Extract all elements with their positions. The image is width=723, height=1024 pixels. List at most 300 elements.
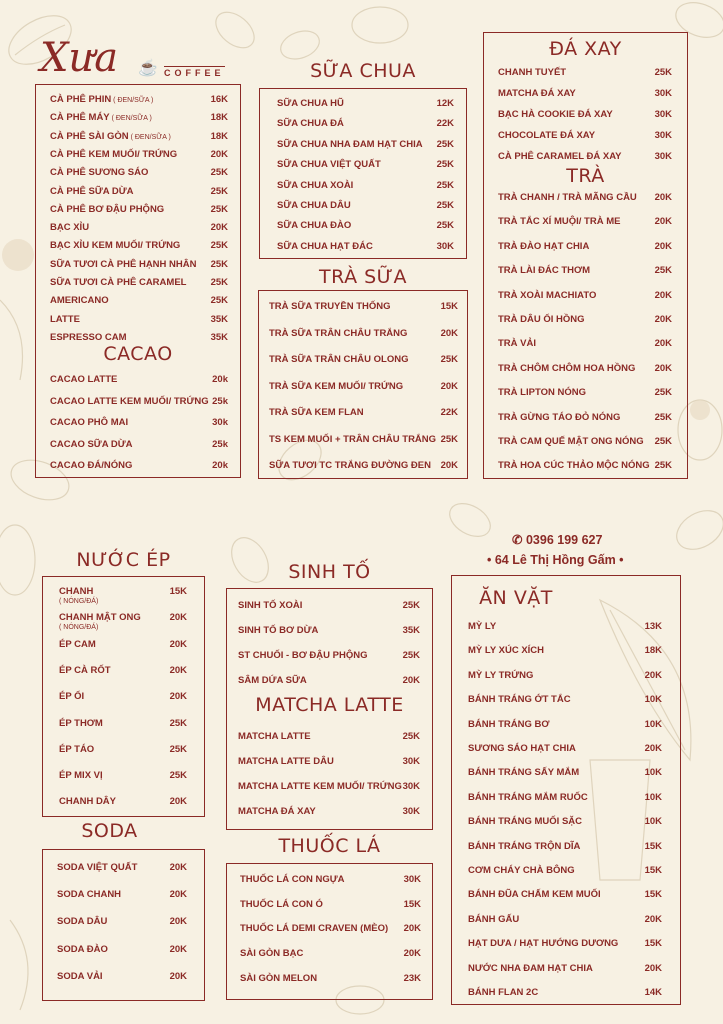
item-name bbox=[269, 434, 436, 445]
item-name bbox=[468, 889, 601, 900]
item-name-text: SODA CHANH bbox=[57, 889, 122, 901]
item-name-text: SỮA CHUA HẠT ĐÁC bbox=[277, 240, 373, 252]
tra-sua-menu-item bbox=[269, 354, 458, 368]
item-price: 30k bbox=[212, 417, 228, 428]
item-price: 25K bbox=[210, 203, 228, 215]
item-price: 15K bbox=[644, 840, 662, 852]
item-price: 10K bbox=[644, 816, 662, 828]
item-price: 25K bbox=[210, 167, 228, 179]
da-xay-menu-item bbox=[498, 130, 672, 144]
item-price: 30K bbox=[654, 109, 672, 121]
contact-address: • 64 Lê Thị Hồng Gấm • bbox=[487, 553, 624, 567]
item-price: 20K bbox=[644, 962, 662, 974]
item-name bbox=[238, 650, 368, 661]
item-name bbox=[468, 963, 593, 974]
item-name bbox=[468, 914, 519, 925]
section-title-an-vat: ĂN VẶT bbox=[479, 587, 553, 609]
item-name bbox=[50, 167, 148, 178]
item-name-text: MATCHA LATTE bbox=[238, 731, 311, 742]
item-name-text: MỲ LY XÚC XÍCH bbox=[468, 645, 545, 657]
tra-menu-item bbox=[498, 412, 672, 426]
item-name bbox=[50, 277, 186, 288]
item-name bbox=[468, 621, 496, 632]
item-name-text: CƠM CHÁY CHÀ BÔNG bbox=[468, 865, 575, 876]
item-price: 15K bbox=[440, 301, 458, 312]
item-name bbox=[269, 460, 431, 471]
coffee-menu-item bbox=[50, 94, 228, 108]
item-name-text: TRÀ SỮA KEM FLAN bbox=[269, 407, 364, 418]
item-name-text: SODA ĐÀO bbox=[57, 943, 108, 955]
item-name bbox=[59, 639, 96, 650]
item-name-text: TRÀ CAM QUẾ MẬT ONG NÓNG bbox=[498, 436, 644, 447]
contact-phone bbox=[512, 532, 602, 547]
item-name-text: BẠC XỈU KEM MUỐI/ TRỨNG bbox=[50, 240, 181, 252]
item-name bbox=[50, 417, 128, 428]
item-price: 30K bbox=[402, 781, 420, 792]
thuoc-la-menu-item bbox=[240, 874, 421, 888]
item-price: 30K bbox=[654, 151, 672, 163]
an-vat-menu-item bbox=[468, 963, 662, 977]
item-name-text: TRÀ SỮA TRUYỀN THỐNG bbox=[269, 301, 391, 312]
item-name-text: ÉP ỔI bbox=[59, 691, 85, 703]
tra-sua-menu-item bbox=[269, 434, 458, 448]
phone-icon: ✆ bbox=[512, 533, 523, 547]
item-name-text: BÁNH TRÁNG MUỐI SẶC bbox=[468, 816, 582, 828]
coffee-menu-item bbox=[50, 112, 228, 126]
tra-sua-menu-item bbox=[269, 328, 458, 342]
item-name-text: SODA VẢI bbox=[57, 970, 103, 982]
da-xay-menu-item bbox=[498, 67, 672, 81]
item-name-text: SINH TỐ BƠ DỪA bbox=[238, 625, 319, 636]
item-price: 25K bbox=[210, 240, 228, 252]
thuoc-la-menu-item bbox=[240, 899, 421, 913]
item-name bbox=[498, 412, 620, 423]
item-price: 25k bbox=[212, 395, 228, 407]
an-vat-menu-item bbox=[468, 670, 662, 684]
tra-sua-menu-item bbox=[269, 381, 458, 395]
item-price: 20K bbox=[644, 913, 662, 925]
phone-number: 0396 199 627 bbox=[525, 533, 603, 547]
item-price: 25K bbox=[210, 185, 228, 197]
item-name bbox=[238, 781, 402, 792]
thuoc-la-menu-item bbox=[240, 948, 421, 962]
item-name bbox=[498, 338, 536, 349]
item-name-text: SỮA CHUA NHA ĐAM HẠT CHIA bbox=[277, 138, 423, 150]
item-name bbox=[50, 222, 89, 233]
item-name bbox=[59, 586, 98, 605]
item-name bbox=[50, 240, 180, 251]
sua-chua-menu-item bbox=[277, 200, 454, 214]
matcha-menu-item bbox=[238, 731, 420, 745]
item-price: 20K bbox=[210, 148, 228, 160]
sua-chua-menu-item bbox=[277, 118, 454, 132]
section-title-cacao: CACAO bbox=[103, 343, 173, 365]
sinh-to-menu-item bbox=[238, 650, 420, 664]
item-name-text: CHOCOLATE ĐÁ XAY bbox=[498, 130, 596, 142]
item-name-text: SƯƠNG SÁO HẠT CHIA bbox=[468, 743, 576, 754]
item-price: 10K bbox=[644, 767, 662, 779]
item-price: 20K bbox=[403, 923, 421, 935]
section-title-thuoc-la: THUỐC LÁ bbox=[278, 835, 381, 857]
item-name-text: CÀ PHÊ BƠ ĐẬU PHỘNG bbox=[50, 203, 165, 215]
tra-sua-menu-item bbox=[269, 460, 458, 474]
sua-chua-menu-item bbox=[277, 98, 454, 112]
item-name-text: SINH TỐ XOÀI bbox=[238, 600, 303, 611]
item-name bbox=[50, 439, 132, 450]
item-name-text: HẠT DƯA / HẠT HƯỚNG DƯƠNG bbox=[468, 938, 619, 950]
item-price: 15K bbox=[644, 889, 662, 901]
item-name bbox=[498, 192, 637, 203]
item-price: 22K bbox=[436, 118, 454, 130]
item-name-text: ÉP CÀ RỐT bbox=[59, 664, 111, 676]
coffee-menu-item bbox=[50, 240, 228, 254]
item-name bbox=[468, 670, 533, 681]
item-name bbox=[468, 841, 580, 852]
soda-menu-item bbox=[57, 971, 187, 985]
cacao-menu-item bbox=[50, 374, 228, 388]
item-name bbox=[468, 987, 538, 998]
item-name-text: TRÀ XOÀI MACHIATO bbox=[498, 289, 597, 301]
item-name bbox=[238, 806, 316, 817]
item-price: 25K bbox=[436, 220, 454, 232]
item-name-text: CACAO LATTE bbox=[50, 374, 118, 385]
cacao-menu-item bbox=[50, 396, 228, 410]
item-name-text: TRÀ GỪNG TÁO ĐỎ NÓNG bbox=[498, 411, 621, 423]
item-name-text: MỲ LY bbox=[468, 621, 497, 632]
coffee-menu-item bbox=[50, 277, 228, 291]
item-name-text: BÁNH TRÁNG MẮM RUỐC bbox=[468, 791, 588, 803]
item-name-text: SỮA CHUA DÂU bbox=[277, 200, 351, 211]
item-name bbox=[50, 374, 117, 385]
item-name-text: SODA DÂU bbox=[57, 916, 108, 928]
coffee-cup-icon: ☕ bbox=[138, 60, 158, 77]
brand-logo bbox=[40, 36, 240, 82]
item-price: 25K bbox=[654, 67, 672, 78]
item-name-text: MATCHA LATTE DÂU bbox=[238, 756, 334, 767]
tra-sua-menu-item bbox=[269, 301, 458, 315]
an-vat-menu-item bbox=[468, 792, 662, 806]
item-name-text: SODA VIỆT QUẤT bbox=[57, 862, 138, 873]
item-price: 20K bbox=[654, 362, 672, 374]
nuoc-ep-menu-item bbox=[59, 612, 187, 632]
item-price: 20K bbox=[654, 216, 672, 228]
item-name bbox=[468, 792, 588, 803]
soda-menu-item bbox=[57, 944, 187, 958]
matcha-menu-item bbox=[238, 756, 420, 770]
tra-menu-item bbox=[498, 265, 672, 279]
coffee-menu-item bbox=[50, 186, 228, 200]
item-price: 20K bbox=[440, 380, 458, 392]
item-name-text: TRÀ HOA CÚC THẢO MỘC NÓNG bbox=[498, 460, 650, 472]
tra-menu-item bbox=[498, 363, 672, 377]
sinh-to-menu-item bbox=[238, 600, 420, 614]
tra-menu-item bbox=[498, 192, 672, 206]
nuoc-ep-menu-item bbox=[59, 665, 187, 679]
item-name bbox=[277, 241, 373, 252]
nuoc-ep-menu-item bbox=[59, 639, 187, 653]
item-name bbox=[50, 149, 177, 160]
item-name-text: TS KEM MUỐI + TRÂN CHÂU TRẮNG bbox=[269, 433, 437, 445]
item-price: 14K bbox=[644, 987, 662, 998]
item-name bbox=[50, 396, 209, 407]
item-name-text: TRÀ TẮC XÍ MUỘI/ TRÀ ME bbox=[498, 216, 621, 228]
item-note: ( NÓNG/ĐÁ) bbox=[59, 598, 99, 605]
section-title-soda: SODA bbox=[81, 820, 138, 842]
matcha-menu-item bbox=[238, 806, 420, 820]
item-name bbox=[498, 109, 613, 120]
item-name-text: TRÀ LÀI ĐÁC THƠM bbox=[498, 265, 591, 277]
item-name bbox=[57, 916, 107, 927]
item-price: 25K bbox=[210, 258, 228, 270]
item-price: 20K bbox=[654, 314, 672, 325]
item-note: ( NÓNG/ĐÁ) bbox=[59, 624, 99, 632]
item-name bbox=[498, 265, 590, 276]
item-name-text: CÀ PHÊ SỮA DỪA bbox=[50, 185, 134, 197]
brand-name: Xưa bbox=[40, 35, 119, 81]
item-price: 25K bbox=[402, 650, 420, 661]
nuoc-ep-menu-item bbox=[59, 796, 187, 810]
item-name-text: SỮA CHUA VIỆT QUẤT bbox=[277, 159, 381, 171]
item-name bbox=[498, 436, 644, 447]
item-name-text: CÀ PHÊ PHIN bbox=[50, 94, 112, 105]
item-price: 30K bbox=[402, 806, 420, 817]
item-name-text: SỮA TƯƠI TC TRẮNG ĐƯỜNG ĐEN bbox=[269, 460, 431, 471]
item-name-text: SỮA CHUA XOÀI bbox=[277, 179, 354, 191]
item-name-text: CHANH DÂY bbox=[59, 796, 116, 808]
item-name bbox=[238, 625, 318, 636]
item-name-text: SÂM DỨA SỮA bbox=[238, 675, 307, 686]
item-name bbox=[50, 295, 109, 306]
item-name-text: SỮA CHUA ĐÁ bbox=[277, 118, 344, 130]
item-price: 16K bbox=[210, 94, 228, 105]
item-price: 15K bbox=[644, 938, 662, 950]
item-name bbox=[498, 88, 576, 99]
item-name-text: TRÀ SỮA KEM MUỐI/ TRỨNG bbox=[269, 380, 404, 392]
item-name bbox=[238, 731, 311, 742]
item-name-text: TRÀ LIPTON NÓNG bbox=[498, 387, 586, 399]
item-name-text: CÀ PHÊ SÀI GÒN bbox=[50, 130, 129, 142]
soda-menu-item bbox=[57, 889, 187, 903]
coffee-menu-item bbox=[50, 167, 228, 181]
item-price: 20K bbox=[440, 460, 458, 471]
item-name-text: CÀ PHÊ KEM MUỐI/ TRỨNG bbox=[50, 148, 178, 160]
item-name bbox=[59, 770, 103, 781]
item-name bbox=[50, 204, 164, 215]
item-price: 25K bbox=[436, 159, 454, 171]
item-name bbox=[50, 186, 134, 197]
item-price: 20K bbox=[169, 638, 187, 650]
sua-chua-menu-item bbox=[277, 241, 454, 255]
nuoc-ep-menu-item bbox=[59, 586, 187, 605]
item-price: 25K bbox=[436, 200, 454, 211]
item-name-text: MỲ LY TRỨNG bbox=[468, 669, 534, 681]
item-note: ( ĐEN/SỮA ) bbox=[111, 97, 154, 104]
tra-menu-item bbox=[498, 216, 672, 230]
item-note: ( ĐEN/SỮA ) bbox=[128, 133, 171, 141]
item-name bbox=[57, 862, 137, 873]
item-price: 25K bbox=[210, 277, 228, 288]
item-price: 20K bbox=[169, 970, 187, 982]
item-name bbox=[57, 944, 108, 955]
tra-menu-item bbox=[498, 338, 672, 352]
item-price: 22K bbox=[440, 407, 458, 418]
item-name-text: CACAO PHÔ MAI bbox=[50, 417, 129, 428]
item-price: 25K bbox=[654, 460, 672, 472]
item-price: 20K bbox=[169, 889, 187, 901]
item-price: 20K bbox=[654, 338, 672, 350]
item-price: 25K bbox=[169, 717, 187, 729]
item-price: 30K bbox=[654, 88, 672, 100]
item-name-text: TRÀ VẢI bbox=[498, 338, 536, 350]
item-price: 20K bbox=[169, 916, 187, 928]
item-name bbox=[498, 67, 566, 78]
section-title-da-xay: ĐÁ XAY bbox=[549, 38, 622, 60]
sinh-to-menu-item bbox=[238, 675, 420, 689]
item-name bbox=[59, 718, 103, 729]
item-name-text: LATTE bbox=[50, 313, 80, 325]
item-name bbox=[468, 767, 579, 778]
item-name bbox=[269, 407, 364, 418]
item-name-text: THUỐC LÁ CON Ó bbox=[240, 898, 323, 910]
item-name-text: BÁNH TRÁNG BƠ bbox=[468, 718, 550, 730]
item-price: 20K bbox=[654, 240, 672, 252]
item-name bbox=[269, 301, 391, 312]
item-price: 20K bbox=[169, 612, 187, 624]
item-name-text: ÉP THƠM bbox=[59, 717, 103, 729]
coffee-menu-item bbox=[50, 149, 228, 163]
sua-chua-menu-item bbox=[277, 180, 454, 194]
item-name bbox=[468, 694, 571, 705]
item-name-text: CACAO ĐÁ/NÓNG bbox=[50, 460, 133, 471]
item-price: 10K bbox=[644, 694, 662, 706]
item-name bbox=[59, 665, 111, 676]
item-name-text: SỮA TƯƠI CÀ PHÊ HẠNH NHÂN bbox=[50, 258, 197, 270]
item-name-text: THUỐC LÁ DEMI CRAVEN (MÈO) bbox=[240, 923, 389, 935]
item-name bbox=[468, 938, 618, 949]
item-name-text: CACAO SỮA DỪA bbox=[50, 438, 133, 450]
item-name-text: MATCHA LATTE KEM MUỐI/ TRỨNG bbox=[238, 781, 402, 792]
coffee-menu-item bbox=[50, 332, 228, 346]
nuoc-ep-menu-item bbox=[59, 770, 187, 784]
item-price: 20K bbox=[644, 669, 662, 681]
an-vat-menu-item bbox=[468, 645, 662, 659]
item-name bbox=[277, 159, 381, 170]
item-price: 25K bbox=[169, 743, 187, 755]
tra-menu-item bbox=[498, 314, 672, 328]
item-price: 18K bbox=[210, 112, 228, 124]
item-name-text: BÁNH TRÁNG SẤY MẮM bbox=[468, 767, 580, 779]
item-name-text: CHANH bbox=[59, 586, 94, 597]
item-price: 20K bbox=[169, 943, 187, 955]
section-title-sua-chua: SỮA CHUA bbox=[310, 60, 416, 82]
item-price: 25K bbox=[654, 411, 672, 423]
item-price: 20K bbox=[169, 691, 187, 703]
item-price: 25K bbox=[654, 265, 672, 277]
tra-menu-item bbox=[498, 436, 672, 450]
nuoc-ep-menu-item bbox=[59, 691, 187, 705]
section-title-nuoc-ep: NƯỚC ÉP bbox=[76, 549, 171, 571]
item-price: 20K bbox=[210, 222, 228, 234]
item-price: 25K bbox=[210, 295, 228, 307]
item-name bbox=[50, 94, 153, 105]
item-price: 25K bbox=[402, 600, 420, 611]
item-name-text: TRÀ DÂU ỔI HỒNG bbox=[498, 314, 585, 325]
item-price: 10K bbox=[644, 791, 662, 803]
an-vat-menu-item bbox=[468, 841, 662, 855]
item-name bbox=[50, 332, 127, 343]
item-name-text: CÀ PHÊ CARAMEL ĐÁ XAY bbox=[498, 151, 622, 163]
item-price: 20K bbox=[403, 948, 421, 960]
item-name bbox=[238, 600, 302, 611]
sua-chua-menu-item bbox=[277, 220, 454, 234]
thuoc-la-menu-item bbox=[240, 923, 421, 937]
item-name-text: BÁNH ĐŨA CHẤM KEM MUỐI bbox=[468, 889, 601, 901]
da-xay-menu-item bbox=[498, 109, 672, 123]
tra-sua-menu-item bbox=[269, 407, 458, 421]
nuoc-ep-menu-item bbox=[59, 744, 187, 758]
item-price: 20K bbox=[654, 289, 672, 301]
tra-menu-item bbox=[498, 241, 672, 255]
item-price: 15K bbox=[644, 865, 662, 876]
item-name bbox=[238, 756, 334, 767]
an-vat-menu-item bbox=[468, 694, 662, 708]
item-name-text: TRÀ SỮA TRÂN CHÂU TRẮNG bbox=[269, 327, 408, 339]
item-name-text: TRÀ CHÔM CHÔM HOA HỒNG bbox=[498, 362, 636, 374]
item-name bbox=[498, 241, 589, 252]
item-price: 20K bbox=[402, 675, 420, 686]
item-name bbox=[498, 216, 620, 227]
item-name bbox=[277, 180, 353, 191]
item-name bbox=[277, 139, 423, 150]
item-name-text: SÀI GÒN MELON bbox=[240, 972, 318, 984]
item-price: 35K bbox=[402, 625, 420, 636]
item-name bbox=[277, 98, 344, 109]
nuoc-ep-menu-item bbox=[59, 718, 187, 732]
item-price: 15K bbox=[169, 586, 187, 597]
item-name bbox=[277, 220, 351, 231]
item-price: 23K bbox=[403, 972, 421, 984]
an-vat-menu-item bbox=[468, 816, 662, 830]
item-name bbox=[59, 612, 141, 631]
da-xay-menu-item bbox=[498, 88, 672, 102]
an-vat-menu-item bbox=[468, 938, 662, 952]
cacao-menu-item bbox=[50, 460, 228, 474]
tra-menu-item bbox=[498, 460, 672, 474]
item-name bbox=[468, 865, 575, 876]
section-title-sinh-to: SINH TỐ bbox=[288, 561, 371, 583]
item-name bbox=[238, 675, 307, 686]
item-name bbox=[50, 314, 80, 325]
item-price: 35K bbox=[210, 331, 228, 343]
item-name bbox=[468, 645, 544, 656]
an-vat-menu-item bbox=[468, 889, 662, 903]
item-name-text: ST CHUỐI - BƠ ĐẬU PHỘNG bbox=[238, 650, 368, 661]
item-name bbox=[50, 460, 132, 471]
item-price: 20K bbox=[169, 862, 187, 873]
item-name bbox=[269, 354, 408, 365]
matcha-menu-item bbox=[238, 781, 420, 795]
item-name-text: ESPRESSO CAM bbox=[50, 331, 127, 343]
sua-chua-menu-item bbox=[277, 139, 454, 153]
item-name bbox=[277, 118, 344, 129]
item-name bbox=[240, 923, 388, 934]
an-vat-menu-item bbox=[468, 621, 662, 635]
coffee-menu-item bbox=[50, 295, 228, 309]
item-name bbox=[240, 874, 344, 885]
item-price: 25K bbox=[436, 138, 454, 150]
item-name-text: CÀ PHÊ SƯƠNG SÁO bbox=[50, 167, 149, 179]
item-price: 35K bbox=[210, 313, 228, 325]
